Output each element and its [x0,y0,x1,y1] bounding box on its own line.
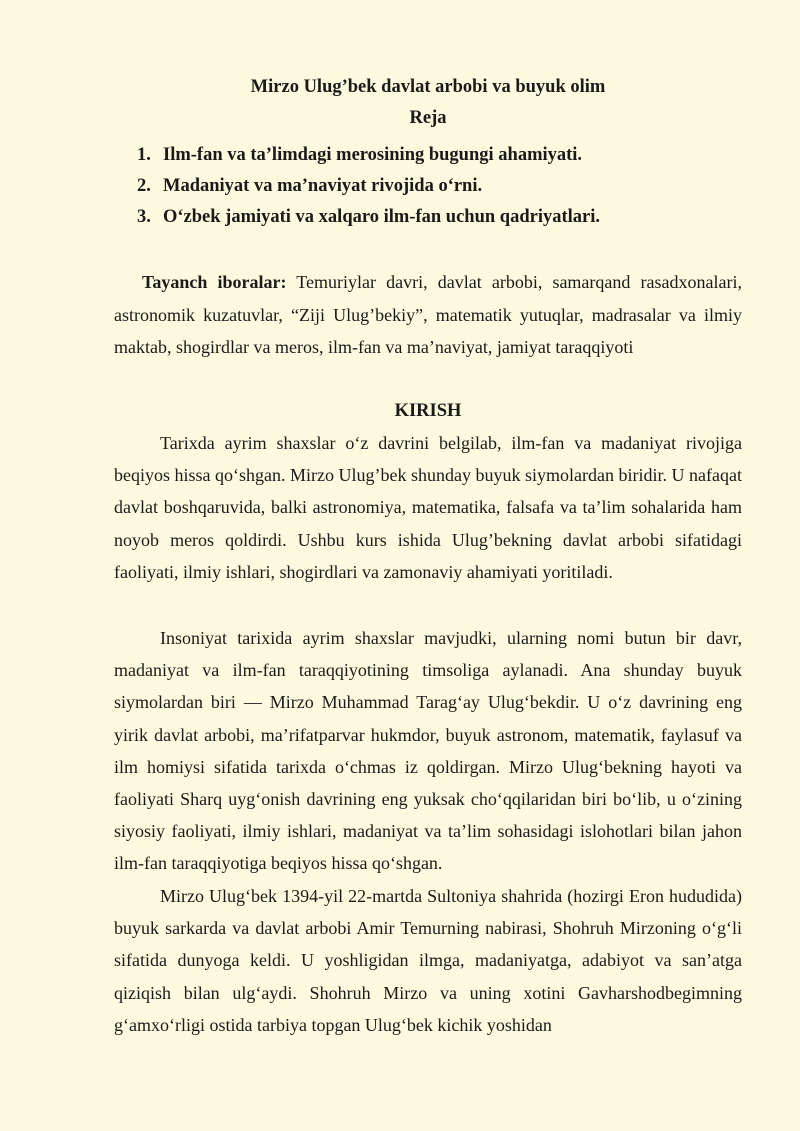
body-paragraph: Mirzo Ulug‘bek 1394-yil 22-martda Sultoniya shahrida (hozirgi Eron hududida) buyuk sarkarda va davlat arbobi Amir Temurning nabirasi, Shohruh Mirzoning o‘g‘li sifatida dunyoga keldi. U yoshligidan ilmga, madaniyatga, adabiyot va san’atga qiziqish bilan ulg‘aydi. Shohruh Mirzo va uning xotini Gavharshodbegimning g‘amxo‘rligi ostida tarbiya topgan Ulug‘bek kichik yoshidan [114,886,742,1035]
body-paragraph: Insoniyat tarixida ayrim shaxslar mavjudki, ularning nomi butun bir davr, madaniyat va ilm-fan taraqqiyotining timsoliga aylanadi. Ana shunday buyuk siymolardan biri — Mirzo Muhammad Tarag‘ay Ulug‘bekdir. U o‘z davrining eng yirik davlat arbobi, ma’rifatparvar hukmdor, buyuk astronom, matematik, faylasuf va ilm homiysi sifatida tarixda o‘chmas iz qoldirgan. Mirzo Ulug‘bekning hayoti va faoliyati Sharq uyg‘onish davrining eng yuksak cho‘qqilaridan biri bo‘lib, u o‘zining siyosiy faoliyati, ilmiy ishlari, madaniyat va ta’lim sohasidagi islohotlari bilan jahon ilm-fan taraqqiyotiga beqiyos hissa qo‘shgan. [114,628,742,874]
plan-item-number: 3. [137,207,151,227]
body-paragraph: Tarixda ayrim shaxslar o‘z davrini belgilab, ilm-fan va madaniyat rivojiga beqiyos hissa qo‘shgan. Mirzo Ulug’bek shunday buyuk siymolardan biridir. U nafaqat davlat boshqaruvida, balki astronomiya, matematika, falsafa va ta’lim sohalarida ham noyob meros qoldirdi. Ushbu kurs ishida Ulug’bekning davlat arbobi sifatidagi faoliyati, ilmiy ishlari, shogirdlari va zamonaviy ahamiyati yoritiladi. [114,433,742,582]
keywords-paragraph [114,266,742,364]
plan-item-text: Ilm-fan va ta’limdagi merosining bugungi ahamiyati. [163,145,583,165]
plan-heading: Reja [409,108,447,128]
plan-item [137,142,600,173]
plan-item-number: 1. [137,145,151,165]
keywords-label: Tayanch iboralar: [142,272,287,292]
document-title: Mirzo Ulug’bek davlat arbobi va buyuk olim [250,77,606,97]
plan-item-number: 2. [137,176,151,196]
section-heading: KIRISH [394,401,462,421]
keywords-text: Temuriylar davri, davlat arbobi, samarqand rasadxonalari, astronomik kuzatuvlar, “Ziji Ulug’bekiy”, matematik yutuqlar, madrasalar va ilmiy maktab, shogirdlar va meros, ilm-fan va ma’naviyat, jamiyat taraqqiyoti [114,272,742,357]
plan-item [137,204,600,235]
plan-item-text: O‘zbek jamiyati va xalqaro ilm-fan uchun qadriyatlari. [163,207,600,227]
plan-list [137,142,600,235]
plan-item [137,173,600,204]
plan-item-text: Madaniyat va ma’naviyat rivojida o‘rni. [163,176,483,196]
